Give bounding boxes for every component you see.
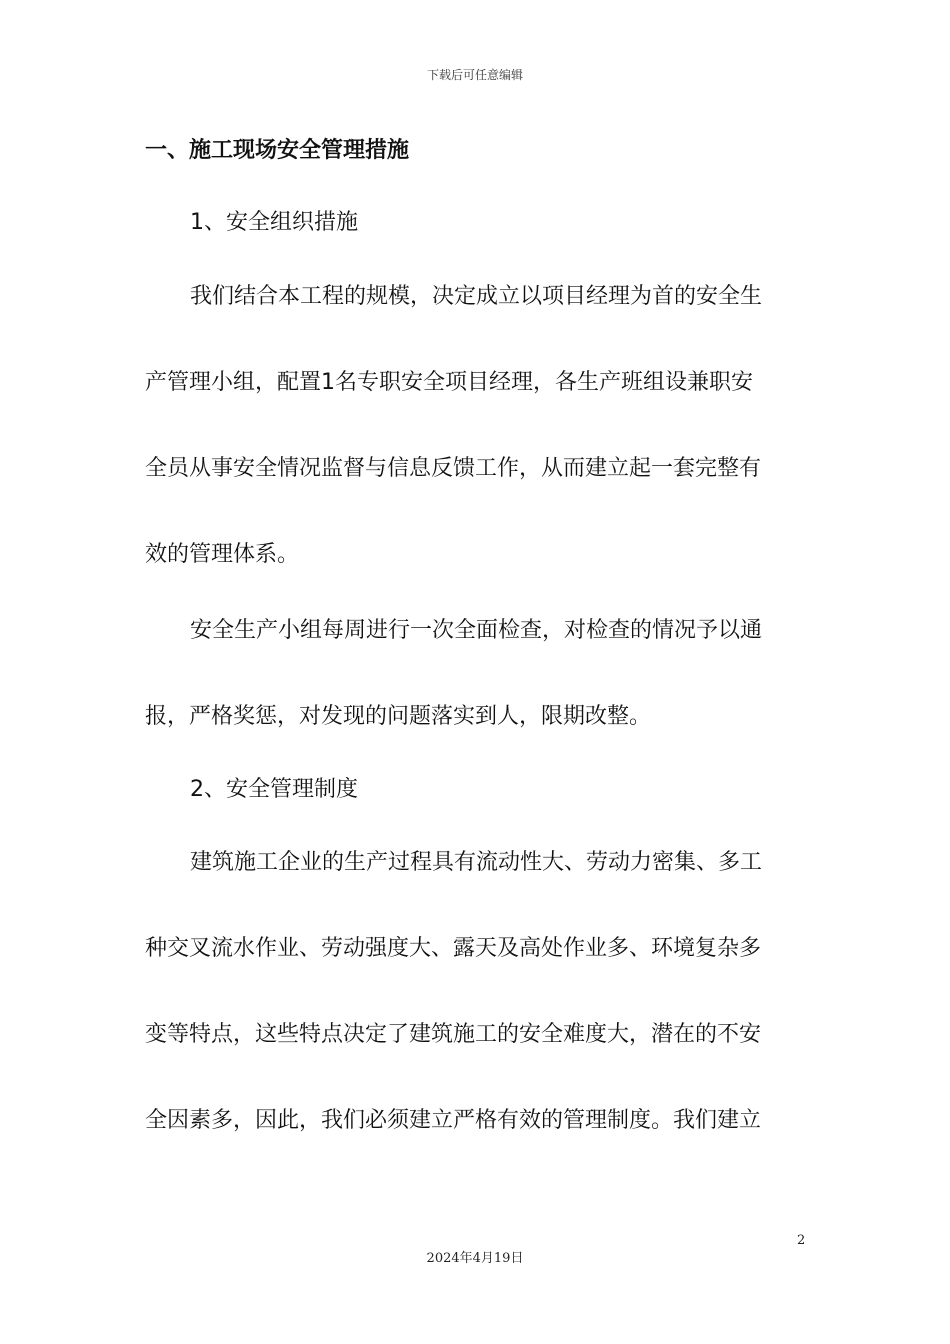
text-line: 效的管理体系。 [145,542,300,567]
text-line: 种交叉流水作业、劳动强度大、露天及高处作业多、环境复杂多 [145,936,762,961]
text-line: 变等特点，这些特点决定了建筑施工的安全难度大，潜在的不安 [145,1022,762,1047]
page-header: 下载后可任意编辑 [426,68,523,82]
text-line: 我们结合本工程的规模，决定成立以项目经理为首的安全生 [190,284,763,309]
text-line: 建筑施工企业的生产过程具有流动性大、劳动力密集、多工 [190,850,763,875]
text-line: 全因素多，因此，我们必须建立严格有效的管理制度。我们建立 [145,1108,762,1133]
text-line: 报，严格奖惩，对发现的问题落实到人，限期改整。 [145,704,652,729]
section-2-title: 2、安全管理制度 [190,777,358,802]
page-number: 2 [797,1233,806,1248]
text-line: 产管理小组，配置1名专职安全项目经理，各生产班组设兼职安 [145,370,753,395]
document-heading: 一、施工现场安全管理措施 [145,138,410,163]
text-line: 安全生产小组每周进行一次全面检查，对检查的情况予以通 [190,618,763,643]
section-1-paragraph-1 [145,280,795,624]
text-line: 全员从事安全情况监督与信息反馈工作，从而建立起一套完整有 [145,456,762,481]
section-2-paragraph-1 [145,846,795,1190]
page-footer-date: 2024年4月19日 [426,1251,524,1266]
section-1-title: 1、安全组织措施 [190,210,358,235]
section-1-paragraph-2 [145,614,795,786]
